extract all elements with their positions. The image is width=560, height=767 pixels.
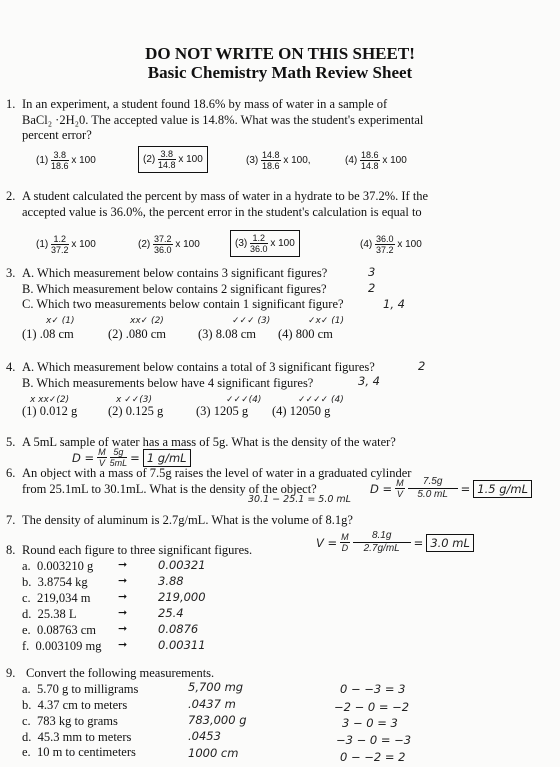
q5-work-lhs: D = — [72, 450, 95, 465]
q1-option-1 — [36, 150, 96, 171]
q3-part-b: B. Which measurement below contains 2 significant figures? — [22, 282, 327, 296]
q3-mark-3: ✓✓✓ (3) — [232, 316, 271, 326]
q5-text: A 5mL sample of water has a mass of 5g. What is the density of the water? — [22, 435, 396, 449]
q8-item-answer: 3.88 — [158, 574, 184, 588]
q2-option-3-circled — [230, 230, 300, 257]
q8-item-c — [22, 591, 90, 606]
q1-option-2-den: 14.8 — [158, 160, 176, 170]
q9-item-letter: a. — [22, 682, 31, 696]
q3-mark-2: xx✓ (2) — [130, 316, 164, 326]
q9-item-a — [22, 682, 138, 697]
q9-item-value: 10 m to centimeters — [36, 745, 136, 759]
q1-number: 1. — [6, 97, 16, 111]
q9-item-value: 783 kg to grams — [36, 714, 118, 728]
q6-work-m: M — [396, 478, 404, 488]
q4-mark-2: x ✓✓(3) — [116, 395, 153, 405]
q9-item-side-work: −2 − 0 = −2 — [334, 700, 410, 714]
q3-mark-4: ✓x✓ (1) — [308, 316, 345, 326]
q1-line2: BaCl₂ ·2H₂0. The accepted value is 14.8%. What was the student's experimental — [22, 113, 424, 127]
page-title: DO NOT WRITE ON THIS SHEET! — [145, 44, 415, 63]
q5-work-5g: 5g — [110, 447, 128, 458]
q2-option-2 — [138, 234, 200, 255]
q3-option-3: (3) 8.08 cm — [198, 327, 256, 341]
q8-item-answer: 25.4 — [158, 606, 184, 620]
q8-item-value: 3.8754 kg — [37, 575, 88, 589]
q1-option-4-num: 18.6 — [361, 150, 379, 160]
q1-option-3-tail: x 100, — [283, 155, 311, 167]
q9-item-side-work: −3 − 0 = −3 — [336, 733, 412, 747]
q9-item-letter: d. — [22, 730, 32, 744]
q2-option-2-tail: x 100 — [175, 239, 200, 251]
q1-line1: In an experiment, a student found 18.6% by mass of water in a sample of — [22, 97, 388, 111]
q2-option-4-tail: x 100 — [397, 239, 422, 251]
q8-item-value: 25.38 L — [37, 607, 77, 621]
q9-number: 9. — [6, 666, 16, 680]
q6-work-v: V — [396, 489, 403, 499]
q9-item-letter: c. — [22, 714, 31, 728]
q1-option-4 — [345, 150, 407, 171]
q5-work-v: V — [98, 458, 105, 468]
q1-option-1-label: (1) — [36, 155, 49, 167]
q7-work-v: V = — [316, 535, 338, 550]
q6-line1: An object with a mass of 7.5g raises the level of water in a graduated cylinder — [22, 466, 412, 480]
q8-item-letter: f. — [22, 639, 30, 653]
q8-item-value: 0.003210 g — [36, 559, 94, 573]
q4-mark-4: ✓✓✓✓ (4) — [298, 395, 344, 405]
q1-option-2-circled — [138, 146, 208, 173]
q2-number: 2. — [6, 189, 16, 203]
q4-option-3: (3) 1205 g — [196, 404, 249, 418]
q6-work: D = $\frac{M}{V}$ $\frac{7.5g}{5.0 mL}$ = 1.5 g/mL — [370, 476, 532, 501]
q2-option-1-num: 1.2 — [51, 234, 69, 245]
q4-option-1: (1) 0.012 g — [22, 404, 78, 418]
page-subtitle: Basic Chemistry Math Review Sheet — [147, 63, 413, 82]
q1-line3: percent error? — [22, 128, 92, 142]
q2-option-4-num: 36.0 — [376, 234, 394, 244]
q1-option-2-label: (2) — [143, 154, 156, 166]
q4-part-b: B. Which measurements below have 4 significant figures? — [22, 376, 314, 390]
q8-number: 8. — [6, 543, 16, 557]
q1-option-2-tail: x 100 — [178, 154, 203, 166]
q6-line2: from 25.1mL to 30.1mL. What is the density of the object? — [22, 482, 317, 496]
q9-item-letter: b. — [22, 698, 32, 712]
q7-work-m: M — [341, 532, 349, 542]
q9-item-answer: 5,700 mg — [188, 680, 244, 694]
q3-option-2: (2) .080 cm — [108, 327, 166, 341]
q8-item-letter: c. — [22, 591, 31, 605]
q7-work: V = $\frac{M}{D}$ $\frac{8.1g}{2.7g/mL}$ = 3.0 mL — [316, 530, 474, 555]
q1-option-2-num: 3.8 — [158, 149, 176, 160]
q9-item-letter: e. — [22, 745, 31, 759]
q4-number: 4. — [6, 360, 16, 374]
q9-item-side-work: 0 − −3 = 3 — [340, 682, 406, 696]
q9-item-side-work: 0 − −2 = 2 — [340, 750, 406, 764]
q8-text: Round each figure to three significant figures. — [22, 543, 253, 557]
q9-item-answer: .0437 m — [188, 697, 236, 711]
q2-option-2-label: (2) — [138, 239, 151, 251]
q9-item-side-work: 3 − 0 = 3 — [342, 716, 398, 730]
q2-option-1 — [36, 234, 96, 255]
q8-item-f — [22, 639, 102, 654]
arrow-icon: ➞ — [118, 622, 128, 635]
q8-item-letter: d. — [22, 607, 32, 621]
q2-option-1-label: (1) — [36, 239, 49, 251]
q2-option-4-label: (4) — [360, 239, 373, 251]
q3-number: 3. — [6, 266, 16, 280]
q3-option-1: (1) .08 cm — [22, 327, 74, 341]
q1-option-3-label: (3) — [246, 155, 259, 167]
q8-item-answer: 219,000 — [158, 590, 206, 604]
q1-option-4-tail: x 100 — [382, 155, 407, 167]
q2-option-4-den: 37.2 — [376, 245, 394, 255]
q6-work-num: 7.5g — [408, 476, 458, 489]
q4-mark-3: ✓✓✓(4) — [226, 395, 262, 405]
q2-line2: accepted value is 36.0%, the percent error in the student's calculation is equal to — [22, 205, 422, 219]
q1-option-3-den: 18.6 — [262, 161, 280, 171]
q2-option-3-den: 36.0 — [250, 244, 268, 254]
q8-item-e — [22, 623, 96, 638]
q1-option-1-den: 18.6 — [51, 161, 69, 171]
q1-option-3-num: 14.8 — [262, 150, 280, 160]
q3-part-c: C. Which two measurements below contain 1 significant figure? — [22, 297, 344, 311]
q9-item-e — [22, 745, 136, 760]
q1-option-1-num: 3.8 — [51, 150, 69, 161]
q5-number: 5. — [6, 435, 16, 449]
q3-part-a-answer: 3 — [368, 265, 376, 279]
q5-work-answer: 1 g/mL — [143, 449, 191, 467]
q7-work-num: 8.1g — [353, 530, 411, 543]
arrow-icon: ➞ — [118, 606, 128, 619]
q9-item-answer: 783,000 g — [188, 713, 247, 727]
q8-item-a — [22, 559, 93, 574]
q9-item-answer: .0453 — [188, 729, 221, 743]
q1-option-1-tail: x 100 — [71, 155, 96, 167]
q2-option-3-tail: x 100 — [270, 238, 295, 250]
arrow-icon: ➞ — [118, 638, 128, 651]
q3-part-a: A. Which measurement below contains 3 significant figures? — [22, 266, 328, 280]
q5-work: D = $\frac{M}{V}$ $\frac{5g}{5mL}$ = 1 g/mL — [72, 447, 191, 468]
q8-item-value: 219,034 m — [36, 591, 91, 605]
q7-text: The density of aluminum is 2.7g/mL. What is the volume of 8.1g? — [22, 513, 353, 527]
q8-item-letter: e. — [22, 623, 31, 637]
q2-option-3-label: (3) — [235, 238, 248, 250]
q8-item-answer: 0.00321 — [158, 558, 206, 572]
q8-item-b — [22, 575, 88, 590]
q3-part-b-answer: 2 — [368, 281, 376, 295]
q6-work-answer: 1.5 g/mL — [473, 480, 532, 498]
q5-work-m: M — [98, 447, 106, 457]
q8-item-letter: a. — [22, 559, 31, 573]
arrow-icon: ➞ — [118, 574, 128, 587]
q9-text: Convert the following measurements. — [26, 666, 215, 680]
q2-option-3-num: 1.2 — [250, 233, 268, 244]
q8-item-value: 0.003109 mg — [35, 639, 102, 653]
q7-work-d: D — [341, 543, 349, 553]
q4-option-4: (4) 12050 g — [272, 404, 331, 418]
q9-item-value: 5.70 g to milligrams — [36, 682, 139, 696]
q6-work-volume: 30.1 − 25.1 = 5.0 mL — [248, 494, 351, 505]
q9-item-b — [22, 698, 127, 713]
q9-item-answer: 1000 cm — [188, 746, 239, 760]
q6-number: 6. — [6, 466, 16, 480]
q2-line1: A student calculated the percent by mass of water in a hydrate to be 37.2%. If the — [22, 189, 429, 203]
q4-part-b-answer: 3, 4 — [358, 374, 380, 388]
q4-option-2: (2) 0.125 g — [108, 404, 164, 418]
q5-work-5ml: 5mL — [109, 458, 128, 468]
q9-item-c — [22, 714, 118, 729]
q4-part-a: A. Which measurement below contains a total of 3 significant figures? — [22, 360, 375, 374]
q9-item-value: 45.3 mm to meters — [37, 730, 132, 744]
q2-option-4 — [360, 234, 422, 255]
q1-option-3 — [246, 150, 311, 171]
q6-work-d: D = — [370, 481, 393, 496]
q8-item-answer: 0.0876 — [158, 622, 199, 636]
q3-part-c-answer: 1, 4 — [383, 297, 405, 311]
q7-work-answer: 3.0 mL — [426, 534, 474, 552]
q3-mark-1: x✓ (1) — [46, 316, 75, 326]
q8-item-d — [22, 607, 77, 622]
q9-item-value: 4.37 cm to meters — [37, 698, 128, 712]
q1-option-4-den: 14.8 — [361, 161, 379, 171]
arrow-icon: ➞ — [118, 558, 128, 571]
q8-item-answer: 0.00311 — [158, 638, 206, 652]
q4-part-a-answer: 2 — [418, 359, 426, 373]
q2-option-1-den: 37.2 — [51, 245, 69, 255]
q7-work-den: 2.7g/mL — [363, 543, 400, 554]
q6-work-den: 5.0 mL — [417, 489, 448, 500]
arrow-icon: ➞ — [118, 590, 128, 603]
q9-item-d — [22, 730, 131, 745]
q2-option-1-tail: x 100 — [71, 239, 96, 251]
q4-mark-1: x xx✓(2) — [30, 395, 70, 405]
q8-item-value: 0.08763 cm — [36, 623, 96, 637]
q2-option-2-den: 36.0 — [154, 245, 172, 255]
q1-option-4-label: (4) — [345, 155, 358, 167]
q8-item-letter: b. — [22, 575, 32, 589]
q7-number: 7. — [6, 513, 16, 527]
q2-option-2-num: 37.2 — [154, 234, 172, 244]
q3-option-4: (4) 800 cm — [278, 327, 333, 341]
